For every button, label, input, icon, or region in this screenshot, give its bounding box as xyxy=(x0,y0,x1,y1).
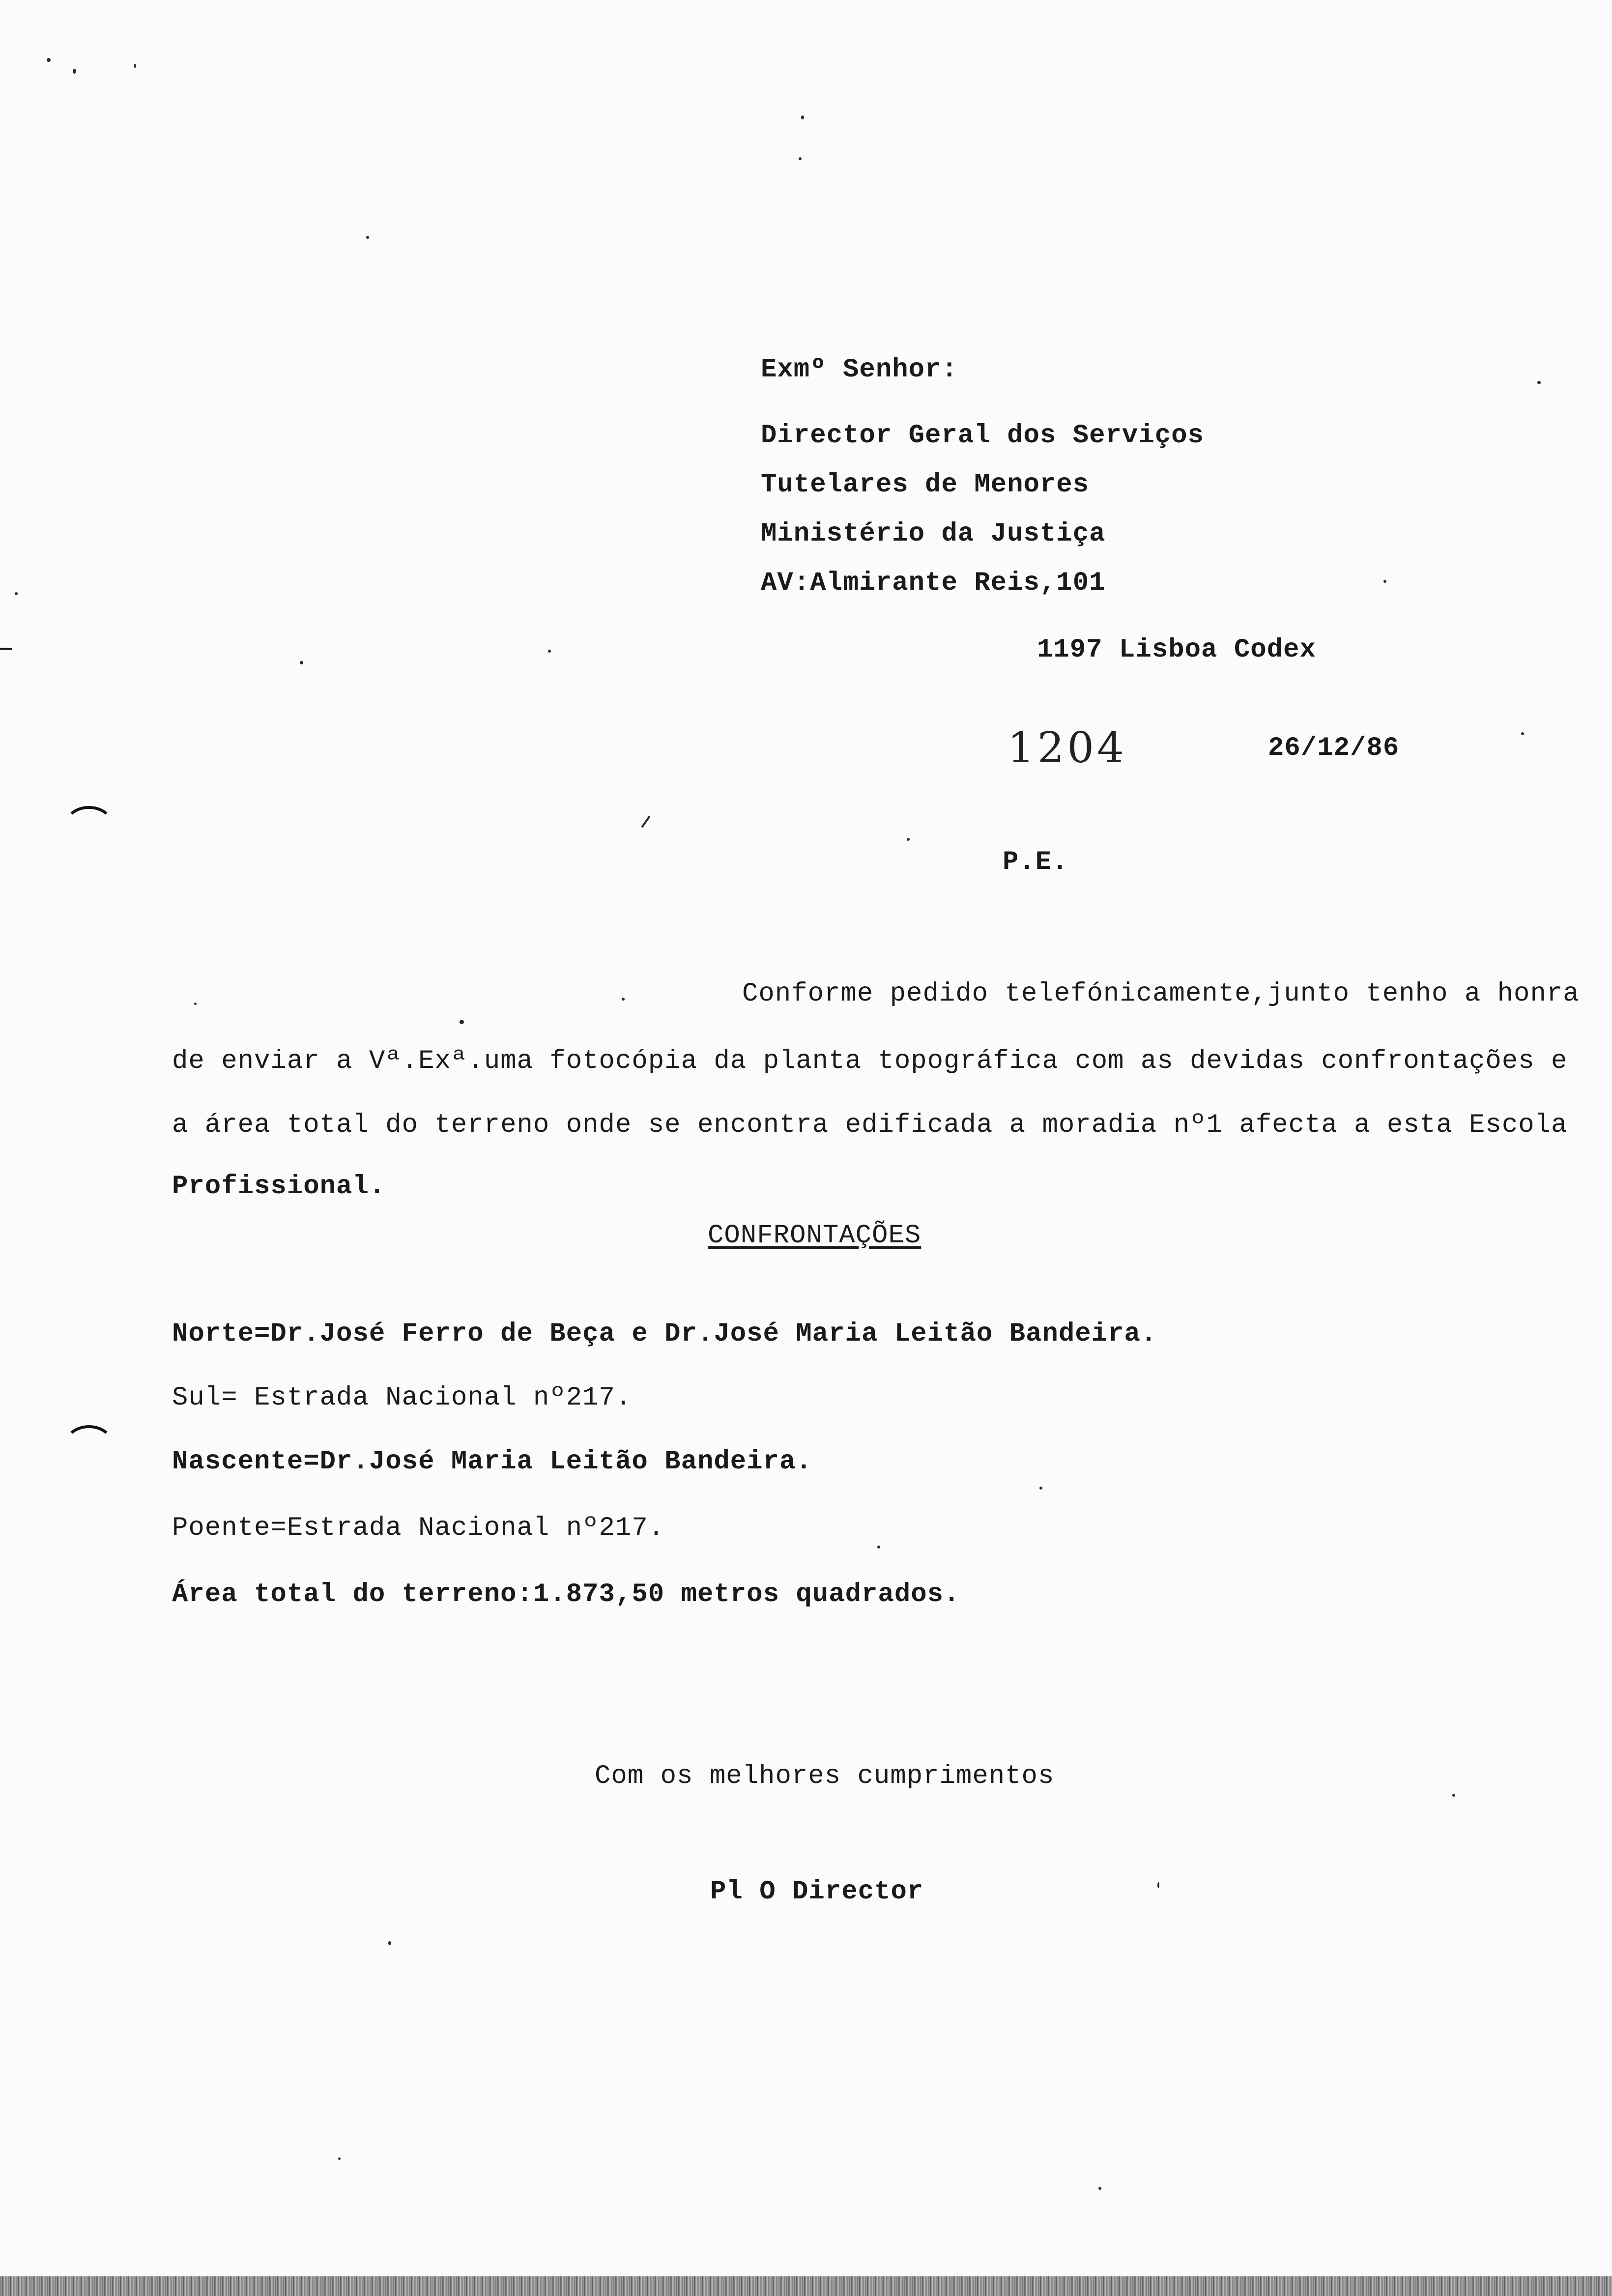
scan-speck xyxy=(338,2157,341,2160)
body-line-3: a área total do terreno onde se encontra edificada a moradia nº1 afecta a esta Escola xyxy=(172,1110,1568,1140)
scan-speck xyxy=(388,1941,391,1945)
confrontacao-nascente: Nascente=Dr.José Maria Leitão Bandeira. xyxy=(172,1447,812,1477)
punch-hole-mark-upper xyxy=(64,806,114,846)
confrontacao-poente: Poente=Estrada Nacional nº217. xyxy=(172,1513,665,1543)
scan-speck xyxy=(801,115,804,119)
scan-speck xyxy=(907,838,910,841)
addressee-line-1: Director Geral dos Serviços xyxy=(761,421,1204,451)
scan-speck xyxy=(460,1020,464,1024)
addressee-line-2: Tutelares de Menores xyxy=(761,470,1090,500)
closing-greeting: Com os melhores cumprimentos xyxy=(595,1761,1055,1791)
scan-speck xyxy=(1452,1794,1455,1797)
salutation: Exmº Senhor: xyxy=(761,355,958,385)
scan-speck xyxy=(73,69,76,74)
pe-mark: P.E. xyxy=(1003,847,1068,877)
scan-speck xyxy=(300,661,303,664)
scan-speck xyxy=(1098,2187,1101,2190)
scan-dash xyxy=(0,648,12,650)
signature-line: Pl O Director xyxy=(710,1877,924,1907)
punch-hole-mark-lower xyxy=(64,1425,114,1465)
scan-speck xyxy=(47,58,51,62)
body-line-4: Profissional. xyxy=(172,1172,386,1202)
addressee-line-3: Ministério da Justiça xyxy=(761,519,1106,549)
scan-speck xyxy=(799,157,802,160)
scan-speck xyxy=(15,592,18,595)
scan-speck xyxy=(366,236,369,239)
confrontacao-norte: Norte=Dr.José Ferro de Beça e Dr.José Maria Leitão Bandeira. xyxy=(172,1319,1157,1349)
scan-speck xyxy=(622,998,625,1001)
scan-speck xyxy=(1157,1882,1159,1888)
scan-speck xyxy=(548,650,551,653)
scan-speck xyxy=(1537,381,1541,384)
scan-speck xyxy=(1521,732,1524,735)
scan-speck xyxy=(134,64,136,68)
scan-speck xyxy=(194,1003,197,1005)
body-line-1: Conforme pedido telefónicamente,junto tenho a honra xyxy=(742,979,1580,1009)
scan-speck xyxy=(1383,580,1386,583)
letter-date: 26/12/86 xyxy=(1268,733,1400,763)
addressee-line-4: AV:Almirante Reis,101 xyxy=(761,568,1106,598)
addressee-city: 1197 Lisboa Codex xyxy=(1037,635,1316,665)
scan-dash xyxy=(641,815,650,828)
reference-number: 1204 xyxy=(1008,723,1127,773)
scan-edge-noise xyxy=(0,2276,1612,2296)
confrontacao-sul: Sul= Estrada Nacional nº217. xyxy=(172,1383,632,1413)
confrontacoes-heading: CONFRONTAÇÕES xyxy=(708,1221,921,1251)
body-line-2: de enviar a Vª.Exª.uma fotocópia da planta topográfica com as devidas confrontações e xyxy=(172,1046,1568,1076)
scan-speck xyxy=(1039,1487,1042,1490)
area-total: Área total do terreno:1.873,50 metros quadrados. xyxy=(172,1579,960,1609)
scan-speck xyxy=(877,1546,880,1549)
